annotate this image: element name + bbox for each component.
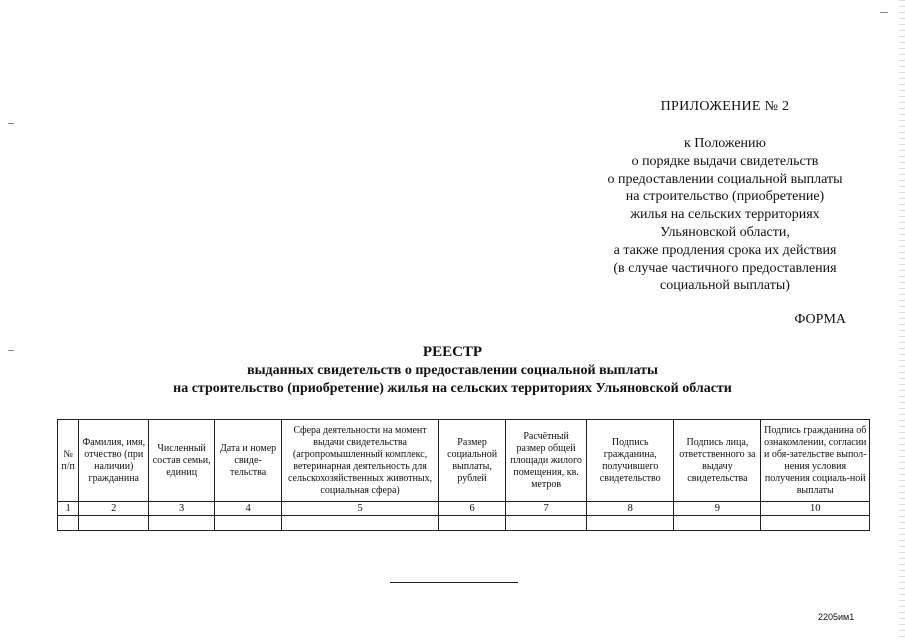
column-header: Сфера деятельности на момент выдачи свидетельства (агропромышленный комплекс, ветеринарная деятельность для сельскохозяйственных животных, социальная сфера): [282, 420, 439, 502]
appendix-line: о предоставлении социальной выплаты: [607, 171, 843, 187]
registry-subtitle-line: выданных свидетельств о предоставлении социальной выплаты: [247, 363, 658, 378]
table-row: [58, 516, 870, 531]
column-header: Подпись гражданина об ознакомлении, согласии и обя-зательстве выпол-нения условия получения социаль-ной выплаты: [761, 420, 870, 502]
scan-edge-mark: [880, 12, 888, 13]
appendix-line: (в случае частичного предоставления: [613, 260, 837, 276]
table-cell: [506, 516, 587, 531]
table-cell: [439, 516, 506, 531]
table-cell: [282, 516, 439, 531]
appendix-line: социальной выплаты): [660, 278, 790, 294]
column-number: 8: [587, 502, 674, 516]
table-cell: [674, 516, 761, 531]
column-number: 9: [674, 502, 761, 516]
registry-title: РЕЕСТР: [422, 344, 483, 360]
appendix-line: жилья на сельских территориях: [630, 207, 820, 223]
column-header: Дата и номер свиде-тельства: [215, 420, 282, 502]
registry-table: [57, 419, 870, 531]
column-header: Подпись лица, ответственного за выдачу свидетельства: [674, 420, 761, 502]
column-number: 2: [79, 502, 149, 516]
form-label: ФОРМА: [794, 312, 846, 327]
column-number: 1: [58, 502, 79, 516]
scan-edge-mark: [8, 123, 14, 124]
column-header: Численный состав семьи, единиц: [149, 420, 215, 502]
column-header: Размер социальной выплаты, рублей: [439, 420, 506, 502]
table-header-row: [58, 420, 870, 502]
column-number: 10: [761, 502, 870, 516]
table-cell: [761, 516, 870, 531]
appendix-reference: [560, 135, 890, 295]
appendix-line: к Положению: [683, 136, 766, 151]
table-cell: [58, 516, 79, 531]
column-number-row: [58, 502, 870, 516]
table-cell: [587, 516, 674, 531]
registry-subtitle: [0, 362, 905, 398]
appendix-line: на строительство (приобретение): [625, 189, 825, 205]
registry-subtitle-line: на строительство (приобретение) жилья на сельских территориях Ульяновской области: [173, 381, 732, 396]
column-header: Расчётный размер общей площади жилого помещения, кв. метров: [506, 420, 587, 502]
appendix-title: ПРИЛОЖЕНИЕ № 2: [660, 99, 790, 114]
column-number: 5: [282, 502, 439, 516]
column-number: 3: [149, 502, 215, 516]
column-number: 4: [215, 502, 282, 516]
appendix-line: а также продления срока их действия: [613, 242, 837, 258]
column-header: Фамилия, имя, отчество (при наличии) гражданина: [79, 420, 149, 502]
table-cell: [79, 516, 149, 531]
scan-edge-dots: [899, 0, 905, 640]
column-number: 7: [506, 502, 587, 516]
column-number: 6: [439, 502, 506, 516]
table-cell: [149, 516, 215, 531]
appendix-line: Ульяновской области,: [660, 224, 790, 240]
table-cell: [215, 516, 282, 531]
document-code: 2205им1: [818, 612, 855, 622]
column-header: Подпись гражданина, получившего свидетельство: [587, 420, 674, 502]
footer-divider: [390, 582, 518, 583]
appendix-line: о порядке выдачи свидетельств: [631, 153, 819, 169]
column-header: № п/п: [58, 420, 79, 502]
